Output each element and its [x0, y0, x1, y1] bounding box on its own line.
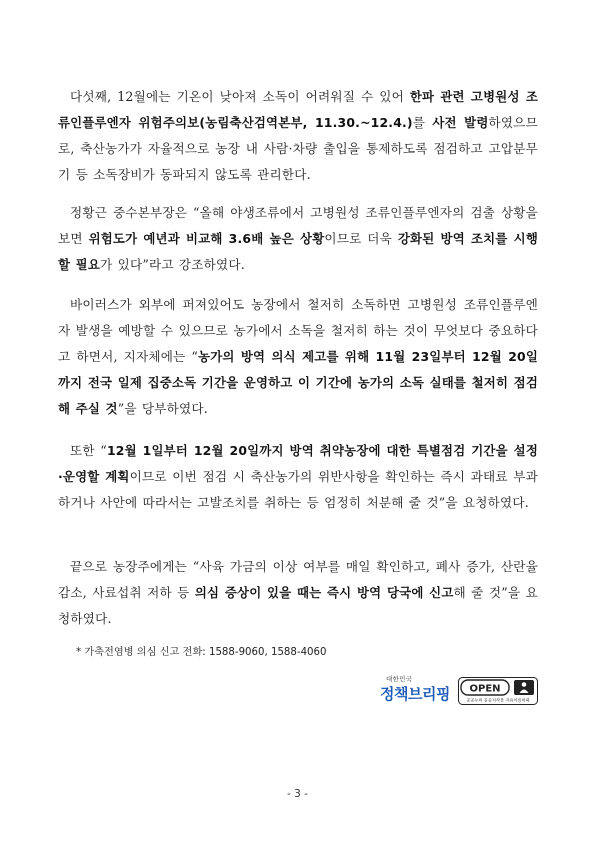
- emphasized-text: 농가의 방역 의식 제고를 위해 11월 23일부터 12월 20일까지 전국 일제 집중소독 기간을 운영하고 이 기간에 농가의 소독 실태를 철저히 점검해 주실 것: [58, 349, 539, 416]
- body-text: 끝으로 농장주에게는 “사육 가금의 이상 여부를 매일 확인하고, 폐사 증가, 산란율 감소, 사료섭취 저하 등: [58, 559, 538, 600]
- paragraph-3: [58, 292, 538, 422]
- kogl-open-license-logo: [458, 677, 538, 705]
- body-text: 바이러스가 외부에 퍼져있어도 농장에서 철저히 소독하면 고병원성 조류인플루엔자 발생을 예방할 수 있으므로 농가에서 소독을 철저히 하는 것이 무엇보다 중요하다고 하면서, 지자체에는 “: [58, 297, 538, 364]
- footnote-report-phone: * 가축전염병 의심 신고 전화: 1588-9060, 1588-4060: [76, 647, 327, 658]
- body-text: 이므로 이번 점검 시 축산농가의 위반사항을 확인하는 즉시 과태료 부과하거나 사안에 따라서는 고발조치를 취하는 등 엄정히 처분해 줄 것”을 요청하였다.: [58, 469, 538, 510]
- open-license-icon: [458, 677, 538, 705]
- policy-briefing-logo: [380, 674, 454, 708]
- emphasized-text: 한파 관련 고병원성 조류인플루엔자 위험주의보(농림축산검역본부, 11.30.~12.4.): [58, 89, 538, 130]
- page-number: - 3 -: [287, 788, 308, 800]
- open-logo-caption: 공공누리 공공저작물 자유이용허락: [466, 697, 530, 703]
- paragraph-5: [58, 554, 538, 632]
- body-text: 해 줄 것”을 요청하였다.: [58, 585, 538, 626]
- body-text: 가 있다”라고 강조하였다.: [100, 257, 245, 272]
- logo-briefing-word: 브리핑: [407, 685, 450, 703]
- body-text: 또한 “: [70, 443, 107, 458]
- paragraph-2: [58, 200, 538, 278]
- emphasized-text: 사전 발령: [432, 115, 489, 130]
- emphasized-text: 의심 증상이 있을 때는 즉시 방역 당국에 신고: [194, 585, 454, 600]
- paragraph-4: [58, 438, 538, 516]
- open-logo-text: OPEN: [469, 683, 501, 695]
- body-text: 를: [412, 115, 433, 130]
- body-text: 정황근 중수본부장은 “올해 야생조류에서 고병원성 조류인플루엔자의 검출 상황을 보면: [58, 205, 538, 246]
- body-text: 하였으므로, 축산농가가 자율적으로 농장 내 사람·차량 출입을 통제하도록 점검하고 고압분무기 등 소독장비가 동파되지 않도록 관리한다.: [58, 115, 538, 182]
- logo-policy-word: 정책: [380, 685, 408, 703]
- emphasized-text: 위험도가 예년과 비교해 3.6배 높은 상황: [88, 231, 325, 246]
- logo-korea-text: 대한민국: [386, 675, 413, 683]
- logo-briefing-text: [380, 683, 450, 704]
- body-text: 다섯째, 12월에는 기온이 낮아져 소독이 어려워질 수 있어: [70, 89, 410, 104]
- paragraph-1: [58, 84, 538, 188]
- logo-area: [380, 674, 540, 708]
- emphasized-text: 12월 1일부터 12월 20일까지 방역 취약농장에 대한 특별점검 기간을 설정·운영할 계획: [58, 443, 538, 484]
- body-text: ”을 당부하였다.: [117, 401, 208, 416]
- body-text: 이므로 더욱: [324, 231, 398, 246]
- emphasized-text: 강화된 방역 조치를 시행할 필요: [58, 231, 538, 272]
